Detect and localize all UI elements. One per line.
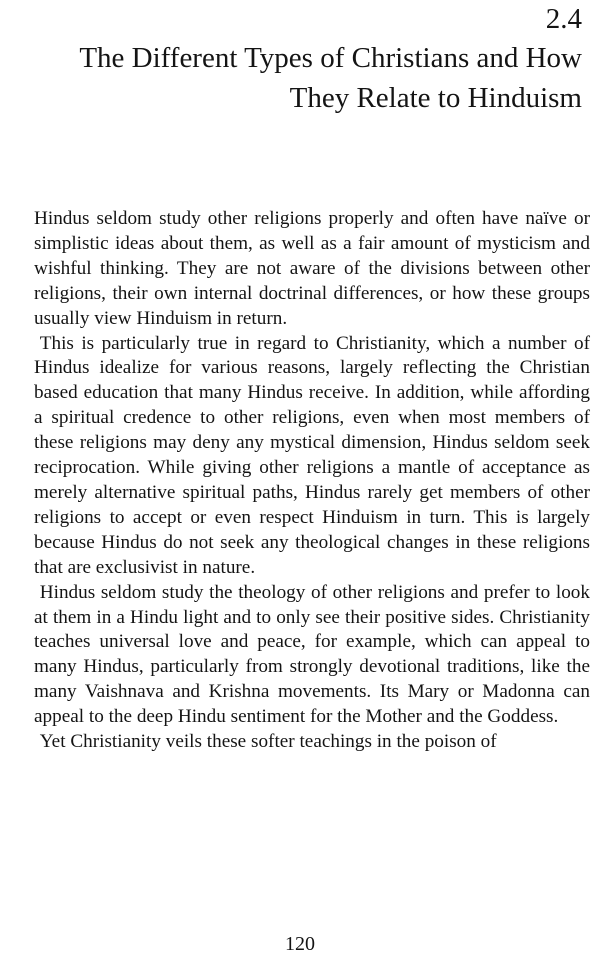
body-text <box>34 207 590 755</box>
paragraph: Hindus seldom study other religions properly and often have naïve or simplistic ideas about them, as well as a fair amount of mysticism and wishful thinking. They are not aware of the divisions between other religions, their own internal doctrinal differences, or how these groups usually view Hinduism in return. <box>34 208 590 329</box>
paragraph: Hindus seldom study the theology of other religions and prefer to look at them in a Hindu light and to only see their positive sides. Christianity teaches universal love and peace, for example, which can appeal to many Hindus, particularly from strongly devotional traditions, like the many Vaishnava and Krishna movements. Its Mary or Madonna can appeal to the deep Hindu sentiment for the Mother and the Goddess. <box>34 581 590 728</box>
chapter-title <box>12 38 582 118</box>
chapter-number: 2.4 <box>545 3 582 35</box>
page-number: 120 <box>285 933 315 955</box>
chapter-title-line-2: They Relate to Hinduism <box>289 82 582 114</box>
chapter-title-line-1: The Different Types of Christians and How <box>79 42 582 74</box>
paragraph: Yet Christianity veils these softer teachings in the poison of <box>39 731 497 753</box>
paragraph: This is particularly true in regard to Christianity, which a number of Hindus idealize for various reasons, largely reflecting the Christian based education that many Hindus receive. In addition, while affording a spiritual credence to other religions, even when most members of these religions may deny any mystical dimension, Hindus seldom seek reciprocation. While giving other religions a mantle of acceptance as merely alternative spiritual paths, Hindus rarely get members of other religions to accept or even respect Hinduism in turn. This is largely because Hindus do not seek any theological changes in these religions that are exclusivist in nature. <box>34 332 590 578</box>
